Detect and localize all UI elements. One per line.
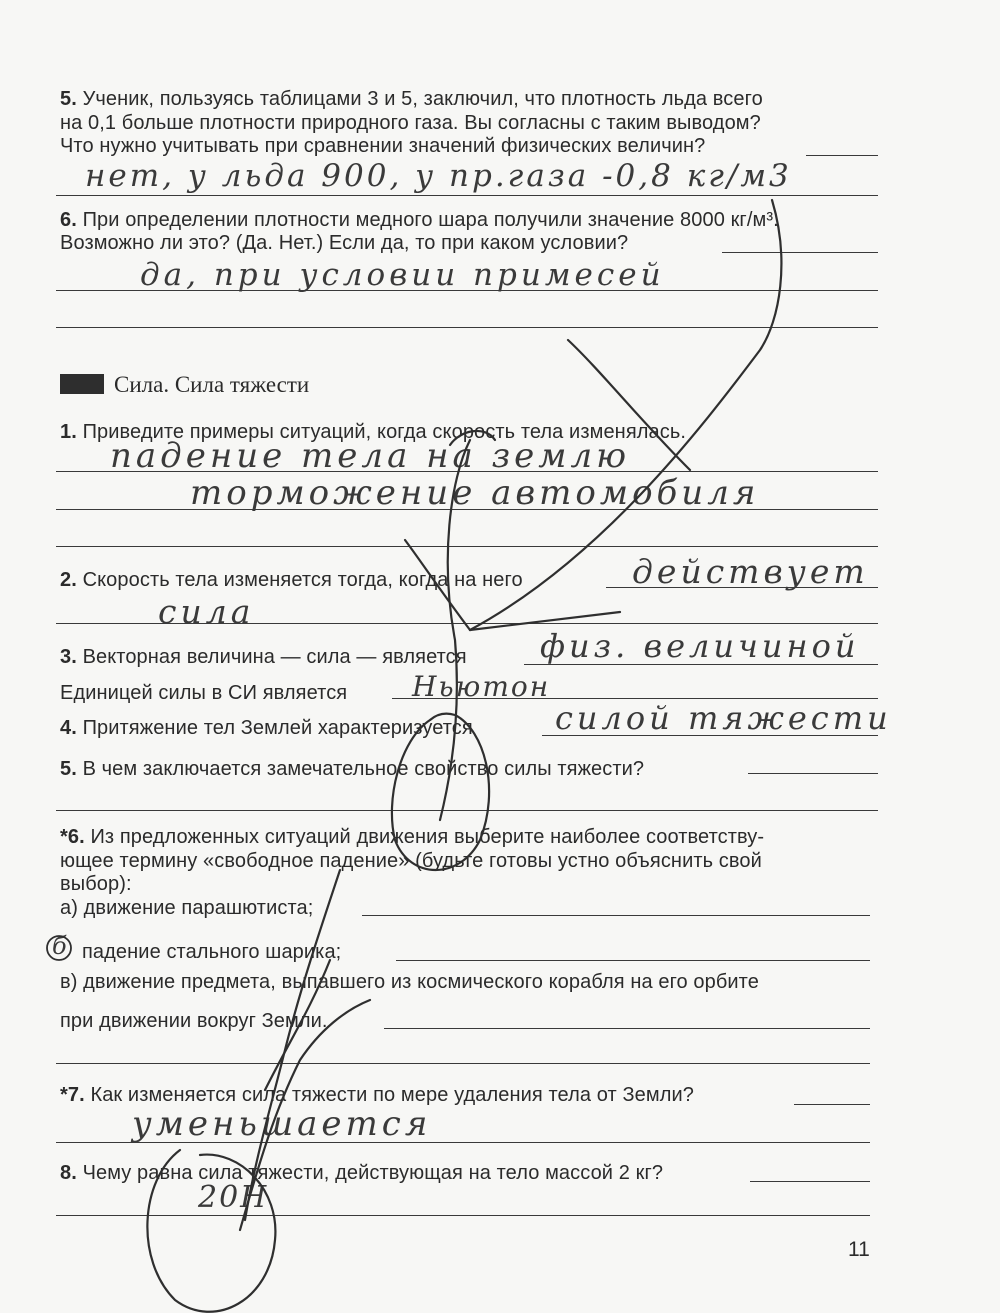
q4-handwritten-answer: силой тяжести [555,699,892,737]
q5-prev-number: 5. [60,88,77,110]
q4-text: 4. Притяжение тел Землей характеризуется [60,717,473,739]
q3-number: 3. [60,646,77,668]
q2-handwritten-answer-2: сила [158,592,255,631]
q6-option-c-line [384,1028,870,1029]
q5-number: 5. [60,758,77,780]
q5-prev-line1: 5. Ученик, пользуясь таблицами 3 и 5, заключил, что плотность льда всего [60,88,763,110]
q5-answer-line-2 [56,810,878,811]
page-number: 11 [848,1238,870,1261]
section-title: Сила. Сила тяжести [114,372,310,397]
section-marker [60,374,104,394]
q6-prev-answer-line-c [56,327,878,328]
q6-option-a: а) движение парашютиста; [60,897,314,919]
q6-line1: *6. Из предложенных ситуаций движения выберите наиболее соответству- [60,826,765,848]
q1-handwritten-answer-1: падение тела на землю [110,436,631,476]
q6-line2: ющее термину «свободное падение» (будьте готовы устно объяснить свой [60,850,762,872]
q6-line3: выбор): [60,873,132,895]
q7-text: *7. Как изменяется сила тяжести по мере удаления тела от Земли? [60,1084,694,1106]
q3-text: 3. Векторная величина — сила — является [60,646,467,668]
q5-prev-handwritten-answer: нет, у льда 900, у пр.газа -0,8 кг/м3 [85,158,792,194]
q5-text: 5. В чем заключается замечательное свойство силы тяжести? [60,758,645,780]
q3-unit-text: Единицей силы в СИ является [60,682,348,704]
q1-text: 1. Приведите примеры ситуаций, когда скорость тела изменялась. [60,421,687,443]
q3-handwritten-unit-answer: Ньютон [412,670,551,703]
q6-option-b-line [396,960,870,961]
q8-answer-line-1 [750,1181,870,1182]
q6-prev-answer-line-a [722,252,878,253]
q6-option-b: падение стального шарика; [82,941,342,963]
q6-prev-line1: 6. При определении плотности медного шара получили значение 8000 кг/м³. [60,209,779,231]
q2-handwritten-answer-1: действует [632,552,869,591]
q6-number: *6. [60,826,85,848]
q7-number: *7. [60,1084,85,1106]
q6-prev-line2: Возможно ли это? (Да. Нет.) Если да, то при каком условии? [60,232,629,254]
q1-number: 1. [60,421,77,443]
q7-answer-line-1 [794,1104,870,1105]
q8-number: 8. [60,1162,77,1184]
q1-handwritten-answer-2: торможение автомобиля [190,473,760,513]
q6-prev-handwritten-answer: да, при условии примесей [140,257,665,293]
q2-text: 2. Скорость тела изменяется тогда, когда на него [60,569,523,591]
q5-prev-line2: на 0,1 больше плотности природного газа. Вы согласны с таким выводом? [60,112,761,134]
q8-handwritten-answer: 20Н [198,1180,269,1215]
q5-prev-answer-line-b [56,195,878,196]
q6-option-c-line2: при движении вокруг Земли. [60,1010,328,1032]
q1-answer-line-3 [56,546,878,547]
q3-handwritten-answer: физ. величиной [540,627,860,665]
q2-number: 2. [60,569,77,591]
q5-answer-line-1 [748,773,878,774]
q5-prev-answer-line-a [806,155,878,156]
q6-option-b-mark: б [52,932,67,960]
q6-option-a-line [362,915,870,916]
q8-text: 8. Чему равна сила тяжести, действующая на тело массой 2 кг? [60,1162,664,1184]
q6-prev-number: 6. [60,209,77,231]
q8-answer-line-2 [56,1215,870,1216]
q7-handwritten-answer: уменьшается [132,1104,432,1144]
q6-extra-line [56,1063,870,1064]
q4-number: 4. [60,717,77,739]
q5-prev-line3: Что нужно учитывать при сравнении значений физических величин? [60,135,706,157]
q6-option-c-line1: в) движение предмета, выпавшего из космического корабля на его орбите [60,971,759,993]
